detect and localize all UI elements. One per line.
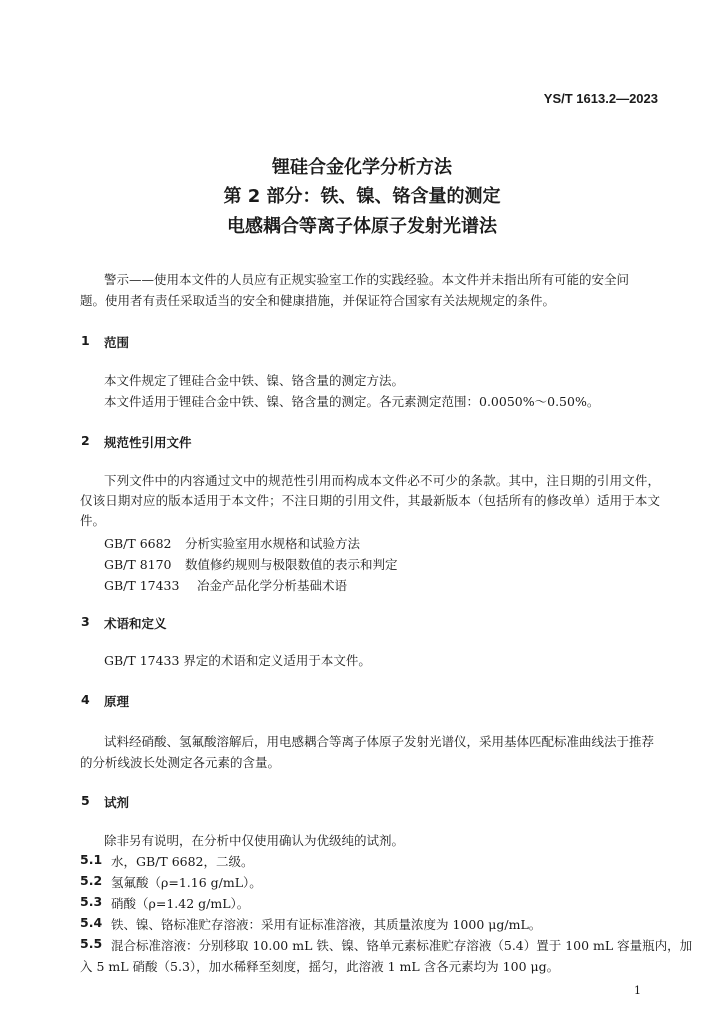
principle-line1: 试料经硝酸、氢氟酸溶解后，用电感耦合等离子体原子发射光谱仪，采用基体匹配标准曲线法于推荐 <box>104 734 655 749</box>
doc-title-line2: 第 2 部分：铁、镍、铬含量的测定 <box>223 186 501 207</box>
ref-title-3: 冶金产品化学分析基础术语 <box>197 578 348 593</box>
reagent-5-3-text: 硝酸（ρ=1.42 g/mL）。 <box>111 896 250 911</box>
reagent-5-1-text: 水，GB/T 6682，二级。 <box>111 854 254 869</box>
section-3-heading: 术语和定义 <box>104 616 167 631</box>
reagent-5-4-text: 铁、镍、铬标准贮存溶液：采用有证标准溶液，其质量浓度为 1000 μg/mL。 <box>111 917 542 932</box>
section-5-heading: 试剂 <box>104 795 130 810</box>
scope-para-1: 本文件规定了锂硅合金中铁、镍、铬含量的测定方法。 <box>104 373 405 388</box>
section-3-number: 3 <box>81 614 90 629</box>
standard-code: YS/T 1613.2—2023 <box>543 91 658 106</box>
section-5-number: 5 <box>81 793 90 808</box>
reagent-5-2-number: 5.2 <box>80 873 103 888</box>
reagent-5-5-number: 5.5 <box>80 936 103 951</box>
principle-line2: 的分析线波长处测定各元素的含量。 <box>80 755 281 770</box>
page-number: 1 <box>634 984 641 997</box>
doc-title-line1: 锂硅合金化学分析方法 <box>272 157 452 178</box>
reagents-intro: 除非另有说明，在分析中仅使用确认为优级纯的试剂。 <box>104 833 405 848</box>
normative-para: 下列文件中的内容通过文中的规范性引用而构成本文件必不可少的条款。其中，注日期的引用文件，仅该日期对应的版本适用于本文件；不注日期的引用文件，其最新版本（包括所有的修改单）适用于本文件。 <box>80 473 660 528</box>
section-2-heading: 规范性引用文件 <box>104 435 192 450</box>
ref-code-1: GB/T 6682 <box>104 536 172 551</box>
warning-line2: 题。使用者有责任采取适当的安全和健康措施，并保证符合国家有关法规规定的条件。 <box>80 293 556 308</box>
section-1-heading: 范围 <box>104 335 130 350</box>
ref-code-3: GB/T 17433 <box>104 578 180 593</box>
reagent-5-3-number: 5.3 <box>80 894 103 909</box>
terms-para: GB/T 17433 界定的术语和定义适用于本文件。 <box>104 653 371 668</box>
ref-title-2: 数值修约规则与极限数值的表示和判定 <box>185 557 398 572</box>
reagent-5-5-text: 混合标准溶液：分别移取 10.00 mL 铁、镍、铬单元素标准贮存溶液（5.4）置于 100 mL 容量瓶内，加 <box>111 938 693 953</box>
section-2-number: 2 <box>81 433 90 448</box>
reagent-5-4-number: 5.4 <box>80 915 103 930</box>
section-4-heading: 原理 <box>104 694 130 709</box>
reagent-5-2-text: 氢氟酸（ρ=1.16 g/mL）。 <box>111 875 262 890</box>
section-1-number: 1 <box>81 333 90 348</box>
scope-para-2: 本文件适用于锂硅合金中铁、镍、铬含量的测定。各元素测定范围：0.0050%～0.50%。 <box>104 394 600 409</box>
section-4-number: 4 <box>81 692 90 707</box>
warning-line1: 警示——使用本文件的人员应有正规实验室工作的实践经验。本文件并未指出所有可能的安全问 <box>104 272 630 287</box>
reagent-5-1-number: 5.1 <box>80 852 103 867</box>
reagent-5-5-continuation: 入 5 mL 硝酸（5.3），加水稀释至刻度，摇匀，此溶液 1 mL 含各元素均为 100 μg。 <box>80 959 560 974</box>
ref-title-1: 分析实验室用水规格和试验方法 <box>185 536 361 551</box>
ref-code-2: GB/T 8170 <box>104 557 172 572</box>
doc-title-line3: 电感耦合等离子体原子发射光谱法 <box>227 216 497 237</box>
